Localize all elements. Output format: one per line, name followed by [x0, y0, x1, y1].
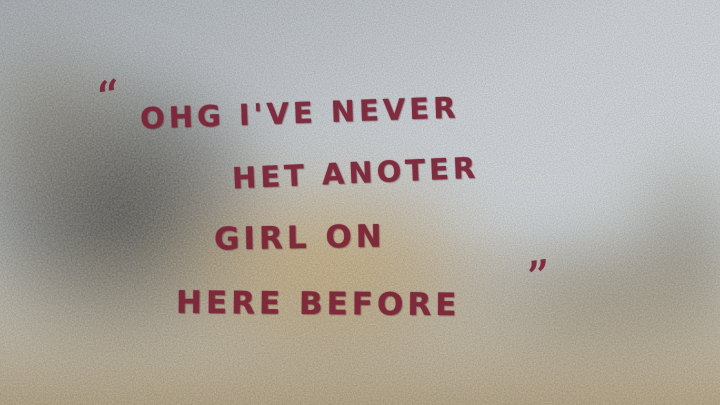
message-line-1: OHG I'VE NEVER	[139, 90, 461, 136]
message-line-2: HET ANOTER	[231, 150, 480, 196]
closing-quote-mark: ”	[524, 250, 555, 301]
message-line-3: GIRL ON	[213, 218, 387, 258]
message-line-4: HERE BEFORE	[175, 284, 461, 324]
opening-quote-mark: “	[94, 70, 125, 121]
